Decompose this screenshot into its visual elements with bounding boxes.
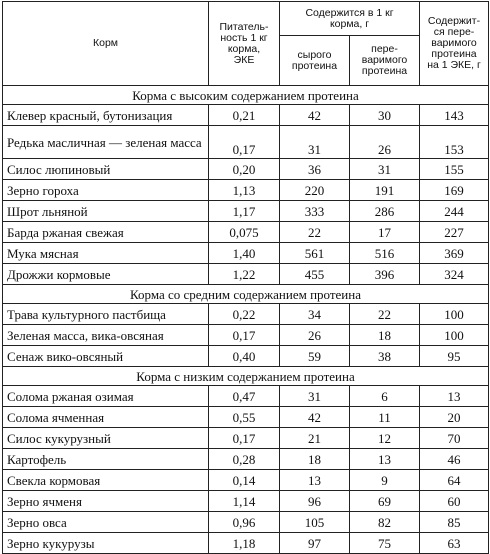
feed-name-cell: Редька масличная — зеленая масса bbox=[3, 126, 209, 159]
feed-name-cell: Дрожжи кормовые bbox=[3, 264, 209, 285]
feed-name-cell: Зерно овса bbox=[3, 512, 209, 533]
digestible-protein-cell: 38 bbox=[350, 346, 420, 367]
table-row bbox=[3, 264, 489, 285]
digestible-per-eke-cell: 153 bbox=[420, 126, 489, 159]
section-title: Корма с высоким содержанием протеина bbox=[3, 86, 489, 105]
digestible-protein-cell: 18 bbox=[350, 325, 420, 346]
crude-protein-cell: 31 bbox=[280, 386, 350, 407]
digestible-protein-cell: 17 bbox=[350, 222, 420, 243]
feed-name-cell: Шрот льняной bbox=[3, 201, 209, 222]
nutrition-cell: 0,28 bbox=[209, 449, 280, 470]
table-row bbox=[3, 222, 489, 243]
nutrition-cell: 0,22 bbox=[209, 304, 280, 325]
feed-name-cell: Барда ржаная свежая bbox=[3, 222, 209, 243]
digestible-protein-cell: 396 bbox=[350, 264, 420, 285]
section-row bbox=[3, 367, 489, 386]
table-header bbox=[3, 2, 489, 86]
nutrition-cell: 1,18 bbox=[209, 533, 280, 554]
nutrition-cell: 1,22 bbox=[209, 264, 280, 285]
crude-protein-cell: 96 bbox=[280, 491, 350, 512]
crude-protein-cell: 455 bbox=[280, 264, 350, 285]
nutrition-cell: 1,13 bbox=[209, 180, 280, 201]
digestible-protein-cell: 286 bbox=[350, 201, 420, 222]
digestible-protein-cell: 6 bbox=[350, 386, 420, 407]
digestible-protein-cell: 75 bbox=[350, 533, 420, 554]
digestible-protein-cell: 82 bbox=[350, 512, 420, 533]
table-row bbox=[3, 201, 489, 222]
feed-name-cell: Зерно кукурузы bbox=[3, 533, 209, 554]
section-row bbox=[3, 285, 489, 304]
feed-name-cell: Солома ржаная озимая bbox=[3, 386, 209, 407]
table-row bbox=[3, 159, 489, 180]
digestible-per-eke-cell: 95 bbox=[420, 346, 489, 367]
digestible-protein-cell: 26 bbox=[350, 126, 420, 159]
digestible-protein-cell: 12 bbox=[350, 428, 420, 449]
feed-name-cell: Силос люпиновый bbox=[3, 159, 209, 180]
table-row bbox=[3, 243, 489, 264]
table-row bbox=[3, 449, 489, 470]
crude-protein-cell: 42 bbox=[280, 407, 350, 428]
header-feed: Корм bbox=[3, 2, 209, 86]
feed-name-cell: Картофель bbox=[3, 449, 209, 470]
table-row bbox=[3, 533, 489, 554]
digestible-per-eke-cell: 85 bbox=[420, 512, 489, 533]
table-row bbox=[3, 470, 489, 491]
crude-protein-cell: 105 bbox=[280, 512, 350, 533]
nutrition-cell: 1,40 bbox=[209, 243, 280, 264]
section-row bbox=[3, 86, 489, 105]
nutrition-cell: 0,96 bbox=[209, 512, 280, 533]
feed-name-cell: Мука мясная bbox=[3, 243, 209, 264]
digestible-per-eke-cell: 13 bbox=[420, 386, 489, 407]
feed-name-cell: Солома ячменная bbox=[3, 407, 209, 428]
nutrition-cell: 0,075 bbox=[209, 222, 280, 243]
nutrition-cell: 0,55 bbox=[209, 407, 280, 428]
crude-protein-cell: 34 bbox=[280, 304, 350, 325]
digestible-per-eke-cell: 60 bbox=[420, 491, 489, 512]
crude-protein-cell: 36 bbox=[280, 159, 350, 180]
table-row bbox=[3, 407, 489, 428]
nutrition-cell: 0,20 bbox=[209, 159, 280, 180]
digestible-per-eke-cell: 46 bbox=[420, 449, 489, 470]
digestible-per-eke-cell: 155 bbox=[420, 159, 489, 180]
digestible-protein-cell: 11 bbox=[350, 407, 420, 428]
digestible-per-eke-cell: 63 bbox=[420, 533, 489, 554]
nutrition-cell: 1,17 bbox=[209, 201, 280, 222]
table-row bbox=[3, 304, 489, 325]
crude-protein-cell: 59 bbox=[280, 346, 350, 367]
table-row bbox=[3, 126, 489, 159]
digestible-per-eke-cell: 70 bbox=[420, 428, 489, 449]
crude-protein-cell: 26 bbox=[280, 325, 350, 346]
feed-protein-table bbox=[2, 1, 489, 554]
crude-protein-cell: 21 bbox=[280, 428, 350, 449]
digestible-protein-cell: 30 bbox=[350, 105, 420, 126]
feed-name-cell: Зерно ячменя bbox=[3, 491, 209, 512]
header-digestible-per-eke: Содержит- ся пере- варимого протеина на 1 ЭКЕ, г bbox=[420, 2, 489, 86]
table-row bbox=[3, 491, 489, 512]
digestible-per-eke-cell: 143 bbox=[420, 105, 489, 126]
digestible-protein-cell: 9 bbox=[350, 470, 420, 491]
digestible-per-eke-cell: 169 bbox=[420, 180, 489, 201]
nutrition-cell: 1,14 bbox=[209, 491, 280, 512]
digestible-per-eke-cell: 100 bbox=[420, 325, 489, 346]
crude-protein-cell: 31 bbox=[280, 126, 350, 159]
digestible-per-eke-cell: 100 bbox=[420, 304, 489, 325]
digestible-protein-cell: 516 bbox=[350, 243, 420, 264]
digestible-per-eke-cell: 244 bbox=[420, 201, 489, 222]
section-title: Корма с низким содержанием протеина bbox=[3, 367, 489, 386]
nutrition-cell: 0,47 bbox=[209, 386, 280, 407]
nutrition-cell: 0,14 bbox=[209, 470, 280, 491]
digestible-protein-cell: 22 bbox=[350, 304, 420, 325]
crude-protein-cell: 13 bbox=[280, 470, 350, 491]
table-body bbox=[3, 86, 489, 554]
nutrition-cell: 0,17 bbox=[209, 325, 280, 346]
nutrition-cell: 0,17 bbox=[209, 126, 280, 159]
header-contains: Содержится в 1 кг корма, г bbox=[280, 2, 420, 36]
crude-protein-cell: 97 bbox=[280, 533, 350, 554]
feed-name-cell: Трава культурного пастбища bbox=[3, 304, 209, 325]
crude-protein-cell: 18 bbox=[280, 449, 350, 470]
crude-protein-cell: 561 bbox=[280, 243, 350, 264]
digestible-per-eke-cell: 324 bbox=[420, 264, 489, 285]
table-row bbox=[3, 428, 489, 449]
header-digestible-protein: пере- варимого протеина bbox=[350, 36, 420, 86]
feed-name-cell: Зеленая масса, вика-овсяная bbox=[3, 325, 209, 346]
table-row bbox=[3, 180, 489, 201]
table-row bbox=[3, 512, 489, 533]
digestible-per-eke-cell: 20 bbox=[420, 407, 489, 428]
feed-name-cell: Зерно гороха bbox=[3, 180, 209, 201]
crude-protein-cell: 42 bbox=[280, 105, 350, 126]
digestible-protein-cell: 13 bbox=[350, 449, 420, 470]
nutrition-cell: 0,21 bbox=[209, 105, 280, 126]
feed-name-cell: Клевер красный, бутонизация bbox=[3, 105, 209, 126]
feed-name-cell: Свекла кормовая bbox=[3, 470, 209, 491]
feed-name-cell: Сенаж вико-овсяный bbox=[3, 346, 209, 367]
crude-protein-cell: 22 bbox=[280, 222, 350, 243]
digestible-per-eke-cell: 64 bbox=[420, 470, 489, 491]
nutrition-cell: 0,17 bbox=[209, 428, 280, 449]
digestible-protein-cell: 191 bbox=[350, 180, 420, 201]
digestible-protein-cell: 31 bbox=[350, 159, 420, 180]
feed-name-cell: Силос кукурузный bbox=[3, 428, 209, 449]
table-row bbox=[3, 386, 489, 407]
digestible-per-eke-cell: 369 bbox=[420, 243, 489, 264]
digestible-protein-cell: 69 bbox=[350, 491, 420, 512]
header-crude-protein: сырого протеина bbox=[280, 36, 350, 86]
digestible-per-eke-cell: 227 bbox=[420, 222, 489, 243]
crude-protein-cell: 220 bbox=[280, 180, 350, 201]
table-row bbox=[3, 325, 489, 346]
section-title: Корма со средним содержанием протеина bbox=[3, 285, 489, 304]
nutrition-cell: 0,40 bbox=[209, 346, 280, 367]
header-nutrition: Питатель- ность 1 кг корма, ЭКЕ bbox=[209, 2, 280, 86]
table-row bbox=[3, 346, 489, 367]
crude-protein-cell: 333 bbox=[280, 201, 350, 222]
table-row bbox=[3, 105, 489, 126]
